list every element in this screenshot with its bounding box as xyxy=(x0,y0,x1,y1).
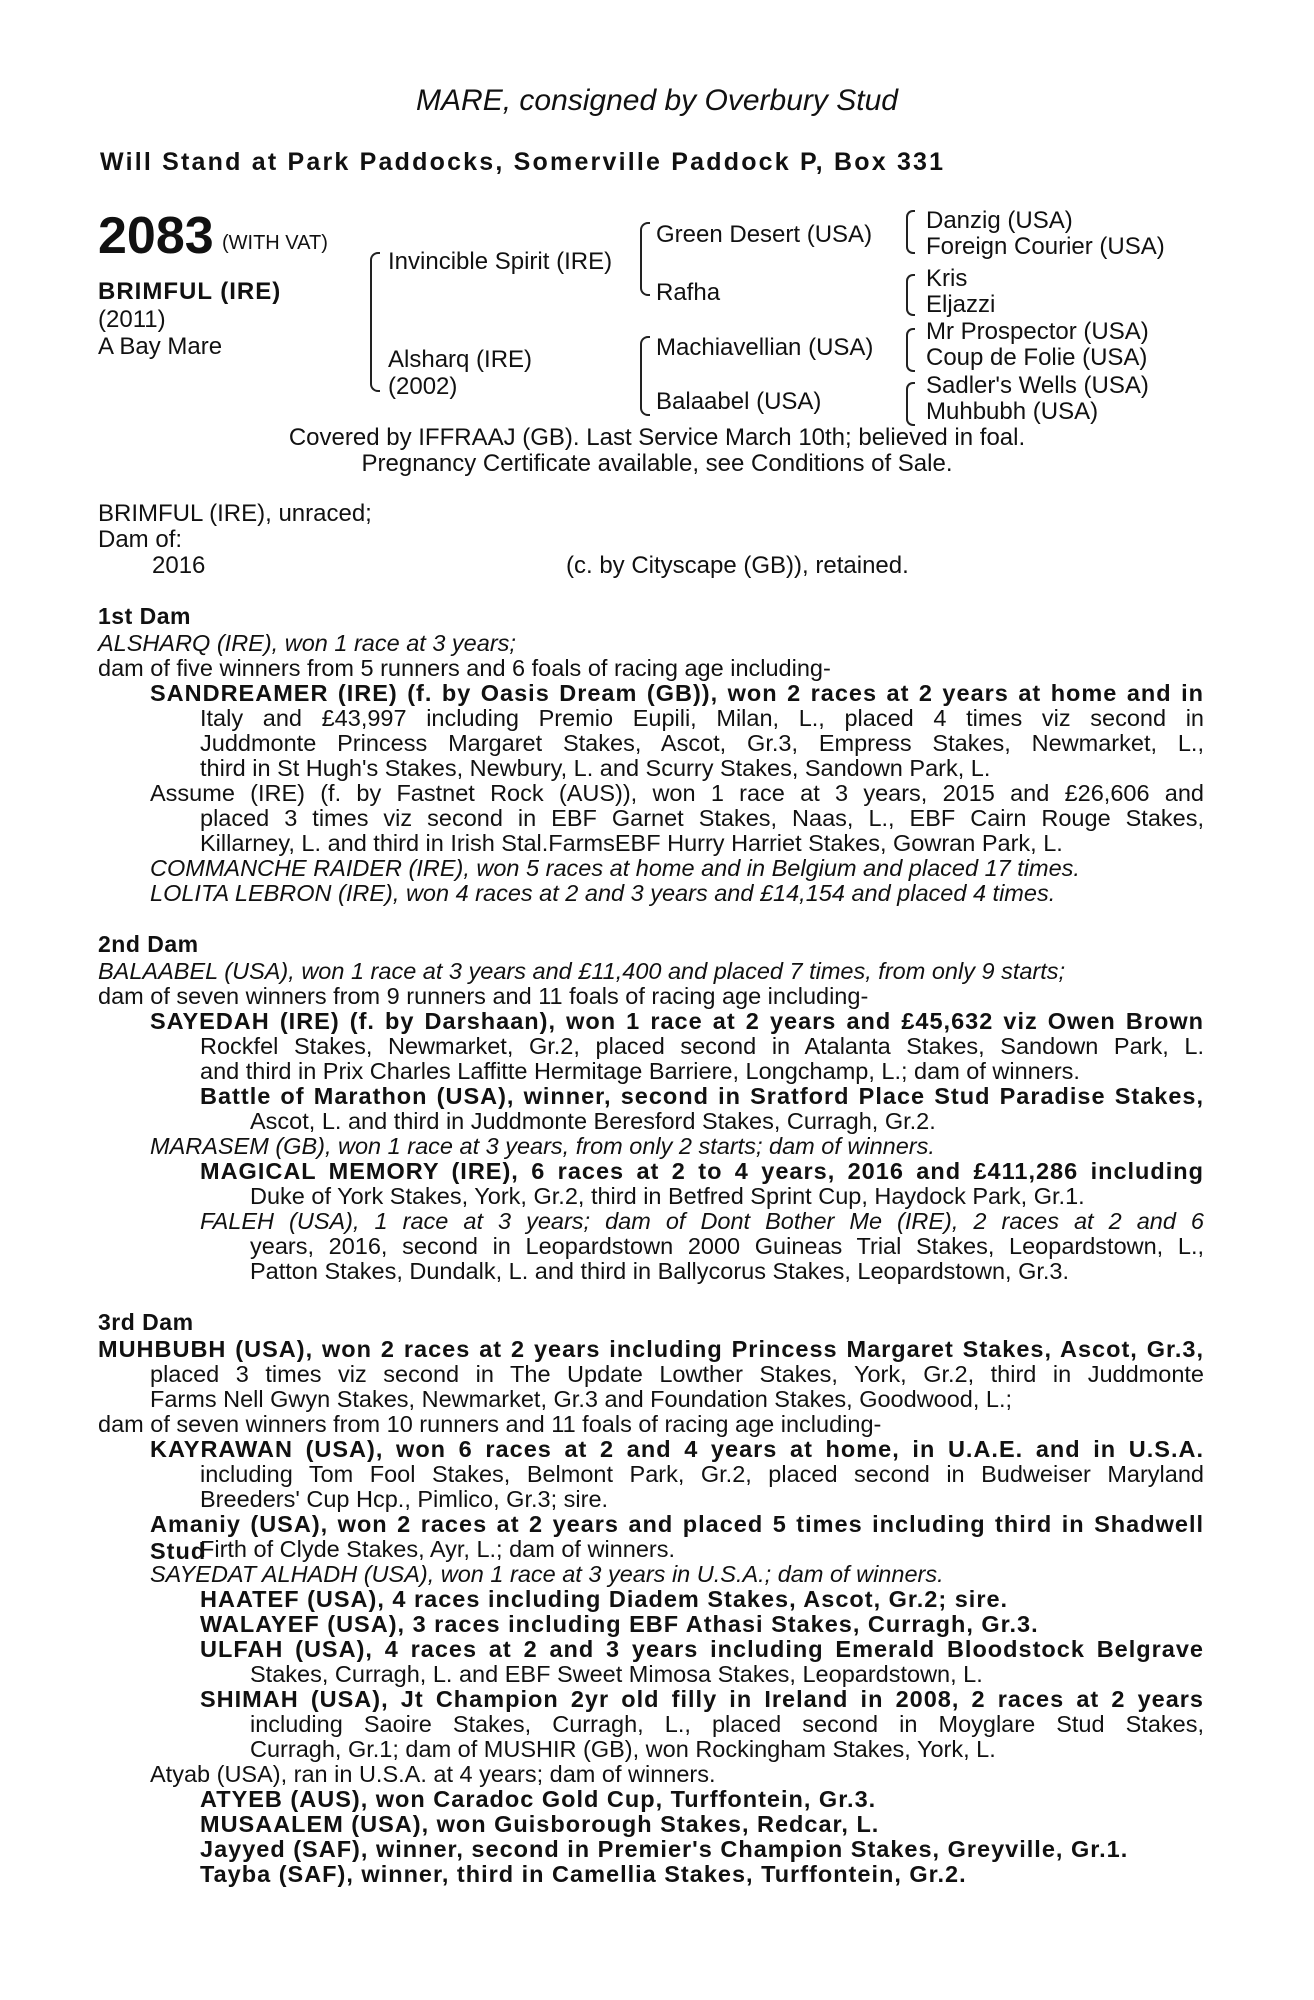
pedigree-ancestor: Eljazzi xyxy=(926,291,996,318)
dam-line: including Saoire Stakes, Curragh, L., placed second in Moyglare Stud Stakes, xyxy=(250,1711,1204,1737)
dam-line: SAYEDAH (IRE) (f. by Darshaan), won 1 race at 2 years and £45,632 viz Owen Brown xyxy=(150,1008,1204,1034)
dam-line: placed 3 times viz second in The Update Lowther Stakes, York, Gr.2, third in Juddmonte xyxy=(150,1361,1204,1387)
dam-line: dam of five winners from 5 runners and 6 foals of racing age including- xyxy=(98,655,831,681)
dam-line: Curragh, Gr.1; dam of MUSHIR (GB), won Rockingham Stakes, York, L. xyxy=(250,1736,996,1762)
pedigree-dam-year: (2002) xyxy=(388,373,458,400)
pedigree-brace xyxy=(906,382,915,426)
lot-number: 2083 xyxy=(98,207,214,265)
pedigree-ancestor: Muhbubh (USA) xyxy=(926,398,1099,425)
dam-line: Ascot, L. and third in Juddmonte Beresford Stakes, Curragh, Gr.2. xyxy=(250,1108,936,1134)
pedigree-brace xyxy=(640,222,650,296)
dam-line: SANDREAMER (IRE) (f. by Oasis Dream (GB)), won 2 races at 2 years at home and in xyxy=(150,680,1204,706)
dam-line: FALEH (USA), 1 race at 3 years; dam of Dont Bother Me (IRE), 2 races at 2 and 6 xyxy=(200,1208,1204,1234)
third-dam-heading: 3rd Dam xyxy=(98,1309,194,1335)
pedigree-sire: Invincible Spirit (IRE) xyxy=(388,248,613,275)
dam-line: ULFAH (USA), 4 races at 2 and 3 years including Emerald Bloodstock Belgrave xyxy=(200,1636,1204,1662)
dam-line: Italy and £43,997 including Premio Eupili, Milan, L., placed 4 times viz second in xyxy=(200,705,1204,731)
dam-line: Juddmonte Princess Margaret Stakes, Ascot, Gr.3, Empress Stakes, Newmarket, L., xyxy=(200,730,1204,756)
dam-line: SHIMAH (USA), Jt Champion 2yr old filly in Ireland in 2008, 2 races at 2 years xyxy=(200,1686,1204,1712)
dam-line: LOLITA LEBRON (IRE), won 4 races at 2 and 3 years and £14,154 and placed 4 times. xyxy=(150,880,1056,906)
vat-note: (WITH VAT) xyxy=(222,232,328,254)
dam-of-label: Dam of: xyxy=(98,526,183,553)
dam-line: Stakes, Curragh, L. and EBF Sweet Mimosa Stakes, Leopardstown, L. xyxy=(250,1661,983,1687)
pedigree-ancestor: Kris xyxy=(926,265,968,292)
dam-line: MAGICAL MEMORY (IRE), 6 races at 2 to 4 years, 2016 and £411,286 including xyxy=(200,1158,1204,1184)
produce-year: 2016 xyxy=(152,552,206,579)
pedigree-brace xyxy=(370,252,380,392)
dam-line: Tayba (SAF), winner, third in Camellia Stakes, Turffontein, Gr.2. xyxy=(200,1861,967,1887)
pedigree-ancestor: Mr Prospector (USA) xyxy=(926,318,1149,345)
first-dam-heading: 1st Dam xyxy=(98,603,191,629)
dam-line: placed 3 times viz second in EBF Garnet Stakes, Naas, L., EBF Cairn Rouge Stakes, xyxy=(200,805,1204,831)
dam-line: BALAABEL (USA), won 1 race at 3 years and £11,400 and placed 7 times, from only 9 starts; xyxy=(98,958,1066,984)
dam-line: KAYRAWAN (USA), won 6 races at 2 and 4 years at home, in U.A.E. and in U.S.A. xyxy=(150,1436,1204,1462)
pregnancy-note: Pregnancy Certificate available, see Conditions of Sale. xyxy=(361,450,953,477)
produce-intro: BRIMFUL (IRE), unraced; xyxy=(98,500,372,527)
dam-line: ATYEB (AUS), won Caradoc Gold Cup, Turffontein, Gr.3. xyxy=(200,1786,877,1812)
dam-line: COMMANCHE RAIDER (IRE), won 5 races at home and in Belgium and placed 17 times. xyxy=(150,855,1080,881)
horse-description: A Bay Mare xyxy=(98,333,223,360)
pedigree-ancestor: Foreign Courier (USA) xyxy=(926,233,1165,260)
pedigree-ancestor: Sadler's Wells (USA) xyxy=(926,372,1149,399)
dam-line: MUSAALEM (USA), won Guisborough Stakes, Redcar, L. xyxy=(200,1811,880,1837)
dam-line: and third in Prix Charles Laffitte Hermitage Barriere, Longchamp, L.; dam of winners. xyxy=(200,1058,1080,1084)
pedigree-sire-sire: Green Desert (USA) xyxy=(656,221,873,248)
pedigree-ancestor: Danzig (USA) xyxy=(926,207,1073,234)
pedigree-brace xyxy=(906,274,915,316)
dam-line: Jayyed (SAF), winner, second in Premier's Champion Stakes, Greyville, Gr.1. xyxy=(200,1836,1129,1862)
dam-line: Farms Nell Gwyn Stakes, Newmarket, Gr.3 and Foundation Stakes, Goodwood, L.; xyxy=(150,1386,1013,1412)
dam-line: including Tom Fool Stakes, Belmont Park, Gr.2, placed second in Budweiser Maryland xyxy=(200,1461,1204,1487)
dam-line: Breeders' Cup Hcp., Pimlico, Gr.3; sire. xyxy=(200,1486,609,1512)
dam-line: Rockfel Stakes, Newmarket, Gr.2, placed second in Atalanta Stakes, Sandown Park, L. xyxy=(200,1033,1204,1059)
dam-line: Amaniy (USA), won 2 races at 2 years and placed 5 times including third in Shadwell Stud xyxy=(150,1511,1204,1564)
pedigree-brace xyxy=(640,336,650,416)
second-dam-heading: 2nd Dam xyxy=(98,931,199,957)
horse-year: (2011) xyxy=(98,306,166,333)
covering-info: Covered by IFFRAAJ (GB). Last Service March 10th; believed in foal. xyxy=(288,424,1026,451)
pedigree-dam: Alsharq (IRE) xyxy=(388,346,533,373)
dam-line: Patton Stakes, Dundalk, L. and third in Ballycorus Stakes, Leopardstown, Gr.3. xyxy=(250,1258,1070,1284)
produce-foal: (c. by Cityscape (GB)), retained. xyxy=(566,552,909,579)
dam-line: Firth of Clyde Stakes, Ayr, L.; dam of winners. xyxy=(200,1536,675,1562)
dam-line: Atyab (USA), ran in U.S.A. at 4 years; dam of winners. xyxy=(150,1761,716,1787)
catalogue-heading: MARE, consigned by Overbury Stud xyxy=(416,84,898,117)
dam-line: third in St Hugh's Stakes, Newbury, L. and Scurry Stakes, Sandown Park, L. xyxy=(200,755,991,781)
dam-line: Assume (IRE) (f. by Fastnet Rock (AUS)), won 1 race at 3 years, 2015 and £26,606 and xyxy=(150,780,1204,806)
dam-line: dam of seven winners from 9 runners and 11 foals of racing age including- xyxy=(98,983,869,1009)
dam-line: SAYEDAT ALHADH (USA), won 1 race at 3 years in U.S.A.; dam of winners. xyxy=(150,1561,944,1587)
dam-line: dam of seven winners from 10 runners and 11 foals of racing age including- xyxy=(98,1411,882,1437)
dam-line: Killarney, L. and third in Irish Stal.FarmsEBF Hurry Harriet Stakes, Gowran Park, L. xyxy=(200,830,1063,856)
dam-line: MUHBUBH (USA), won 2 races at 2 years including Princess Margaret Stakes, Ascot, Gr.3, xyxy=(98,1336,1204,1362)
pedigree-brace xyxy=(906,210,915,254)
pedigree-brace xyxy=(906,328,915,372)
dam-line: MARASEM (GB), won 1 race at 3 years, from only 2 starts; dam of winners. xyxy=(150,1133,935,1159)
horse-name: BRIMFUL (IRE) xyxy=(98,278,282,305)
dam-line: Duke of York Stakes, York, Gr.2, third in Betfred Sprint Cup, Haydock Park, Gr.1. xyxy=(250,1183,1085,1209)
dam-line: ALSHARQ (IRE), won 1 race at 3 years; xyxy=(98,630,516,656)
dam-line: Battle of Marathon (USA), winner, second in Sratford Place Stud Paradise Stakes, xyxy=(200,1083,1204,1109)
pedigree-dam-dam: Balaabel (USA) xyxy=(656,388,822,415)
dam-line: HAATEF (USA), 4 races including Diadem Stakes, Ascot, Gr.2; sire. xyxy=(200,1586,1009,1612)
pedigree-sire-dam: Rafha xyxy=(656,279,721,306)
pedigree-ancestor: Coup de Folie (USA) xyxy=(926,344,1148,371)
dam-line: years, 2016, second in Leopardstown 2000 Guineas Trial Stakes, Leopardstown, L., xyxy=(250,1233,1204,1259)
dam-line: WALAYEF (USA), 3 races including EBF Athasi Stakes, Curragh, Gr.3. xyxy=(200,1611,1039,1637)
pedigree-dam-sire: Machiavellian (USA) xyxy=(656,334,874,361)
stand-location: Will Stand at Park Paddocks, Somerville Paddock P, Box 331 xyxy=(100,148,946,176)
